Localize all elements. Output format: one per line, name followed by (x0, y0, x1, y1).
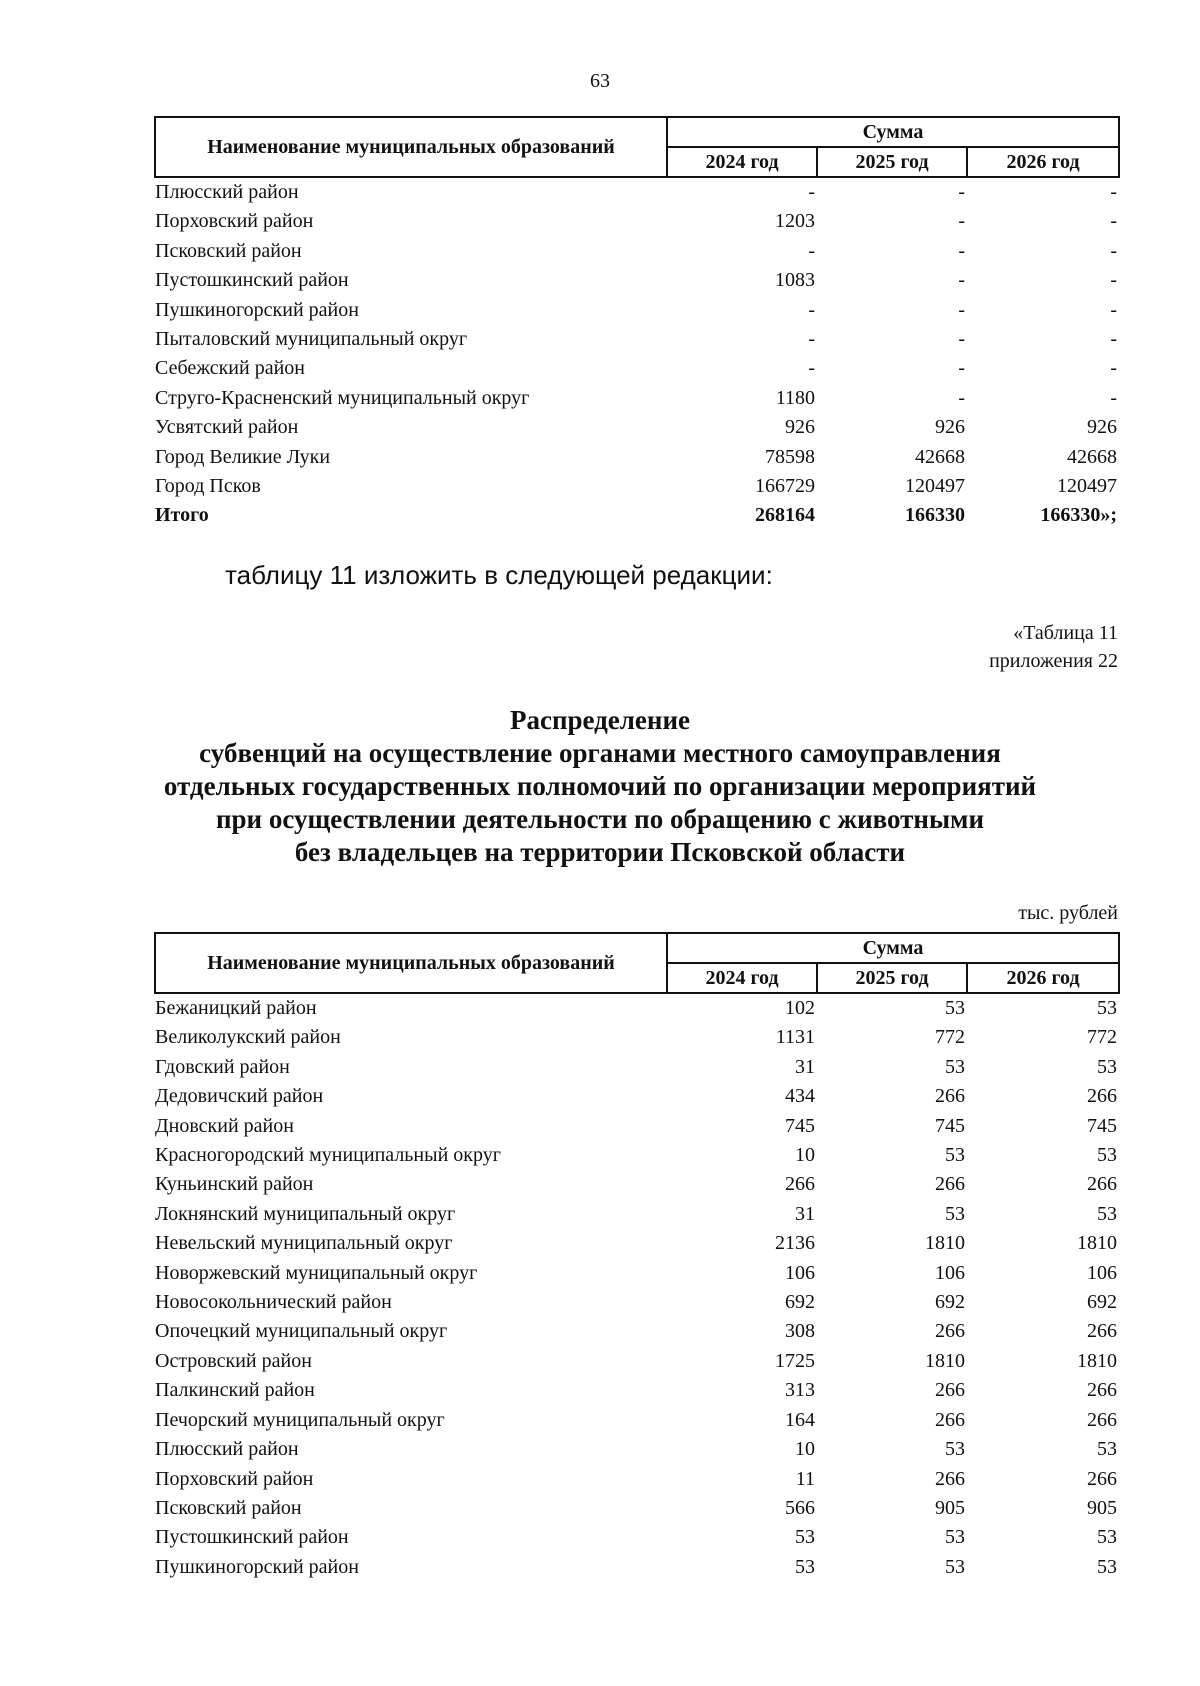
column-header-name: Наименование муниципальных образований (155, 117, 667, 177)
table-row (155, 237, 1119, 266)
row-name: Бежаницкий район (155, 997, 317, 1019)
row-value: 42668 (915, 445, 965, 468)
row-value: - (1110, 210, 1118, 233)
row-value: 266 (935, 1379, 965, 1402)
row-value: 905 (1087, 1496, 1118, 1519)
row-value: 266 (935, 1320, 965, 1343)
table-row (155, 1347, 1119, 1376)
total-value: 166330»; (1040, 504, 1118, 527)
column-header-sum: Сумма (667, 933, 1119, 963)
row-value: - (808, 357, 815, 380)
row-name: Пушкиногорский район (155, 298, 359, 321)
column-header-2025: 2025 год (817, 963, 967, 993)
page-number: 63 (590, 70, 610, 92)
table-row (155, 325, 1119, 354)
row-value: 266 (1087, 1408, 1118, 1431)
row-value: 53 (1097, 1144, 1118, 1167)
row-value: 78598 (765, 445, 815, 468)
row-value: 434 (785, 1085, 815, 1108)
row-value: - (958, 386, 965, 409)
row-value: 1725 (775, 1349, 815, 1372)
row-value: 266 (1087, 1379, 1118, 1402)
row-value: 120497 (905, 475, 965, 498)
row-value: 1810 (925, 1349, 965, 1372)
row-value: - (958, 298, 965, 321)
row-value: - (808, 298, 815, 321)
row-value: 1083 (775, 269, 815, 292)
table-2-grid (154, 932, 1120, 1582)
row-name: Палкинский район (155, 1379, 315, 1402)
total-label: Итого (155, 504, 209, 527)
row-value: - (958, 239, 965, 262)
row-value: 566 (785, 1496, 815, 1519)
row-value: 926 (785, 416, 815, 439)
row-value: 164 (785, 1408, 815, 1431)
row-value: 313 (785, 1379, 815, 1402)
row-value: 53 (945, 997, 965, 1019)
table-2-body (155, 993, 1119, 1582)
row-value: 1810 (1077, 1232, 1118, 1255)
table-row (155, 1435, 1119, 1464)
row-name: Себежский район (155, 357, 305, 380)
row-value: 102 (785, 997, 815, 1019)
row-value: 926 (1087, 416, 1118, 439)
table-row (155, 1317, 1119, 1346)
row-value: 1131 (775, 1026, 815, 1049)
table-row (155, 472, 1119, 501)
column-header-2024: 2024 год (667, 963, 817, 993)
row-value: - (1110, 269, 1118, 292)
table-row (155, 1553, 1119, 1582)
row-value: 905 (935, 1496, 965, 1519)
row-value: - (1110, 239, 1118, 262)
row-value: 745 (935, 1114, 965, 1137)
row-value: 266 (1087, 1173, 1118, 1196)
row-value: 926 (935, 416, 965, 439)
row-value: - (958, 181, 965, 203)
table-row (155, 1170, 1119, 1199)
row-name: Гдовский район (155, 1055, 290, 1078)
row-name: Новоржевский муниципальный округ (155, 1261, 478, 1284)
row-name: Струго-Красненский муниципальный округ (155, 386, 530, 409)
table-row (155, 1376, 1119, 1405)
row-value: 10 (795, 1438, 815, 1461)
heading-line: субвенций на осуществление органами местного самоуправления (199, 738, 1001, 768)
table-row (155, 296, 1119, 325)
row-value: 1810 (925, 1232, 965, 1255)
row-value: 692 (785, 1291, 815, 1314)
row-value: - (808, 239, 815, 262)
row-value: 266 (935, 1085, 965, 1108)
table-row (155, 1229, 1119, 1258)
row-name: Печорский муниципальный округ (155, 1408, 445, 1431)
table-row (155, 1523, 1119, 1552)
section-heading (0, 704, 1200, 869)
row-name: Плюсский район (155, 181, 299, 203)
row-value: 1180 (775, 386, 815, 409)
column-header-2024: 2024 год (667, 147, 817, 177)
row-value: - (1110, 357, 1118, 380)
row-name: Город Великие Луки (155, 445, 331, 468)
row-name: Локнянский муниципальный округ (155, 1202, 456, 1225)
table-row (155, 443, 1119, 472)
table-row (155, 1259, 1119, 1288)
row-value: 53 (1097, 1438, 1118, 1461)
column-header-2026: 2026 год (967, 147, 1119, 177)
row-value: - (808, 328, 815, 351)
total-row (155, 501, 1119, 530)
table-row (155, 1023, 1119, 1052)
row-value: 53 (945, 1202, 965, 1225)
row-name: Город Псков (155, 475, 261, 498)
row-name: Дедовичский район (155, 1085, 324, 1108)
table-row (155, 993, 1119, 1023)
row-value: 106 (935, 1261, 965, 1284)
row-value: 266 (1087, 1085, 1118, 1108)
row-value: 53 (945, 1144, 965, 1167)
total-value: 268164 (755, 504, 815, 527)
row-value: 692 (1087, 1291, 1118, 1314)
column-header-sum: Сумма (667, 117, 1119, 147)
heading-line: Распределение (509, 705, 691, 735)
row-value: - (1110, 298, 1118, 321)
row-value: 53 (1097, 1555, 1118, 1578)
table-row (155, 266, 1119, 295)
row-value: 106 (785, 1261, 815, 1284)
row-value: - (958, 269, 965, 292)
row-name: Дновский район (155, 1114, 294, 1137)
row-value: 53 (1097, 1526, 1118, 1549)
table-row (155, 1406, 1119, 1435)
row-value: 266 (935, 1467, 965, 1490)
column-header-2025: 2025 год (817, 147, 967, 177)
table-row (155, 1200, 1119, 1229)
row-value: 745 (785, 1114, 815, 1137)
row-name: Порховский район (155, 1467, 314, 1490)
row-value: 31 (795, 1055, 815, 1078)
row-value: 266 (935, 1408, 965, 1431)
row-name: Великолукский район (155, 1026, 341, 1049)
row-value: - (1110, 328, 1118, 351)
row-value: - (1110, 181, 1118, 203)
table-1-grid (154, 116, 1120, 531)
table-row (155, 1288, 1119, 1317)
table-row (155, 177, 1119, 207)
row-name: Пушкиногорский район (155, 1555, 359, 1578)
heading-line: отдельных государственных полномочий по организации мероприятий (163, 771, 1037, 801)
row-value: 53 (795, 1526, 815, 1549)
row-value: 53 (1097, 1055, 1118, 1078)
row-value: 745 (1087, 1114, 1118, 1137)
table-row (155, 1112, 1119, 1141)
row-value: 53 (945, 1526, 965, 1549)
table-row (155, 384, 1119, 413)
row-value: 53 (945, 1438, 965, 1461)
row-value: 166729 (755, 475, 815, 498)
row-value: 266 (1087, 1467, 1118, 1490)
row-name: Пыталовский муниципальный округ (155, 328, 468, 351)
table-row (155, 1053, 1119, 1082)
row-value: 1203 (775, 210, 815, 233)
row-name: Плюсский район (155, 1438, 299, 1461)
table-row (155, 1141, 1119, 1170)
row-value: 2136 (775, 1232, 815, 1255)
row-value: 308 (785, 1320, 815, 1343)
row-value: 266 (1087, 1320, 1118, 1343)
row-value: 772 (935, 1026, 965, 1049)
row-name: Пустошкинский район (155, 1526, 349, 1549)
row-value: 53 (945, 1555, 965, 1578)
table-row (155, 1494, 1119, 1523)
row-value: 772 (1087, 1026, 1118, 1049)
row-name: Пустошкинский район (155, 269, 349, 292)
row-name: Новосокольнический район (155, 1291, 392, 1314)
row-value: 1810 (1077, 1349, 1118, 1372)
row-value: - (958, 357, 965, 380)
table-ref-line-1: «Таблица 11 (1013, 622, 1118, 644)
row-value: 53 (795, 1555, 815, 1578)
row-value: 11 (795, 1467, 815, 1490)
column-header-name: Наименование муниципальных образований (155, 933, 667, 993)
heading-line: при осуществлении деятельности по обращению с животными (215, 804, 985, 834)
row-value: 53 (1097, 997, 1118, 1019)
heading-line: без владельцев на территории Псковской области (294, 837, 906, 867)
table-row (155, 1082, 1119, 1111)
row-name: Псковский район (155, 1496, 302, 1519)
column-header-2026: 2026 год (967, 963, 1119, 993)
total-value: 166330 (905, 504, 965, 527)
table-1 (154, 116, 1118, 531)
row-value: - (958, 328, 965, 351)
row-value: 266 (935, 1173, 965, 1196)
row-value: - (958, 210, 965, 233)
row-value: 53 (945, 1055, 965, 1078)
row-value: - (1110, 386, 1118, 409)
row-value: 692 (935, 1291, 965, 1314)
table-1-body (155, 177, 1119, 531)
row-name: Порховский район (155, 210, 314, 233)
row-name: Невельский муниципальный округ (155, 1232, 453, 1255)
table-row (155, 1465, 1119, 1494)
row-name: Островский район (155, 1349, 312, 1372)
row-value: 42668 (1067, 445, 1118, 468)
row-name: Усвятский район (155, 416, 299, 439)
table-row (155, 354, 1119, 383)
row-name: Псковский район (155, 239, 302, 262)
table-row (155, 413, 1119, 442)
row-name: Куньинский район (155, 1173, 314, 1196)
row-value: 53 (1097, 1202, 1118, 1225)
table-ref-line-2: приложения 22 (989, 650, 1118, 672)
row-value: 266 (785, 1173, 815, 1196)
row-value: 31 (795, 1202, 815, 1225)
row-value: - (808, 181, 815, 203)
table-2 (154, 932, 1118, 1582)
row-name: Красногородский муниципальный округ (155, 1144, 501, 1167)
row-value: 106 (1087, 1261, 1118, 1284)
instruction-text: таблицу 11 изложить в следующей редакции: (225, 560, 773, 590)
table-row (155, 207, 1119, 236)
row-name: Опочецкий муниципальный округ (155, 1320, 448, 1343)
row-value: 120497 (1057, 475, 1118, 498)
units-label: тыс. рублей (1018, 902, 1118, 924)
row-value: 10 (795, 1144, 815, 1167)
